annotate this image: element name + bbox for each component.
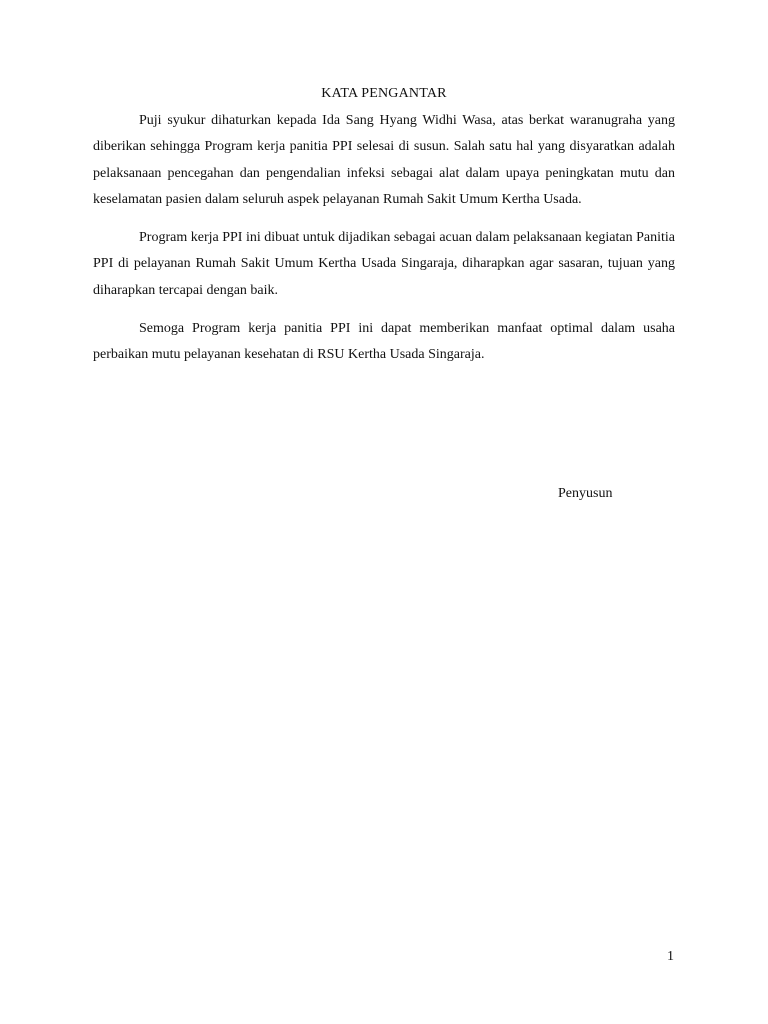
- paragraph-1: Puji syukur dihaturkan kepada Ida Sang Hyang Widhi Wasa, atas berkat waranugraha yang diberikan sehingga Program kerja panitia PPI selesai di susun. Salah satu hal yang disyaratkan adalah pelaksanaan pencegahan dan pengendalian infeksi sebagai alat dalam upaya peningkatan mutu dan keselamatan pasien dalam seluruh aspek pelayanan Rumah Sakit Umum Kertha Usada.: [93, 113, 675, 207]
- signature-label: Penyusun: [558, 486, 613, 501]
- document-body: [93, 108, 675, 381]
- page-title: KATA PENGANTAR: [321, 86, 447, 101]
- paragraph-3: Semoga Program kerja panitia PPI ini dapat memberikan manfaat optimal dalam usaha perbaikan mutu pelayanan kesehatan di RSU Kertha Usada Singaraja.: [93, 321, 675, 363]
- page-number: 1: [667, 949, 674, 964]
- paragraph-2: Program kerja PPI ini dibuat untuk dijadikan sebagai acuan dalam pelaksanaan kegiatan Panitia PPI di pelayanan Rumah Sakit Umum Kertha Usada Singaraja, diharapkan agar sasaran, tujuan yang diharapkan tercapai dengan baik.: [93, 230, 675, 298]
